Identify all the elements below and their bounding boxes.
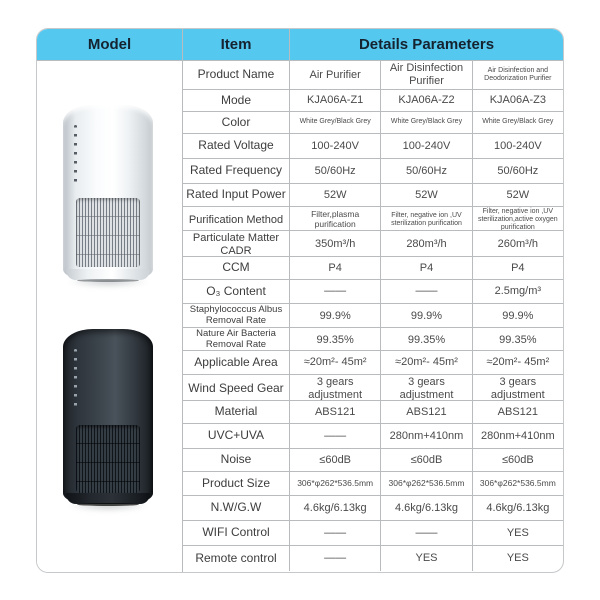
purifier-control-indicators — [74, 349, 77, 411]
value-cell: 4.6kg/6.13kg — [472, 496, 563, 520]
item-cell: WIFI Control — [202, 525, 270, 540]
value-cell: 3 gears adjustment — [380, 375, 471, 402]
spec-rows — [183, 61, 563, 571]
model-column — [37, 29, 183, 572]
value-cell: 50/60Hz — [380, 159, 471, 183]
item-cell: N.W/G.W — [210, 500, 262, 515]
purifier-control-indicators — [74, 125, 77, 187]
white-air-purifier-image — [63, 105, 153, 283]
value-cell: ≤60dB — [472, 449, 563, 471]
value-cell: Air Disinfection and Deodorization Purifier — [472, 61, 563, 89]
details-parameters-header: Details Parameters — [289, 29, 563, 60]
item-cell: Nature Air Bacteria Removal Rate — [196, 328, 276, 350]
spec-row-applicable-area — [183, 350, 563, 374]
value-cell: 306*φ262*536.5mm — [380, 472, 471, 495]
spec-row-o-content — [183, 279, 563, 303]
spec-row-n-w-g-w — [183, 495, 563, 520]
value-cell: YES — [472, 546, 563, 571]
spec-table — [36, 28, 564, 573]
value-cell: 52W — [380, 184, 471, 206]
item-cell: Product Name — [197, 67, 275, 82]
value-cell: KJA06A-Z2 — [380, 90, 471, 111]
value-cell: YES — [472, 521, 563, 545]
item-cell: Staphylococcus Albus Removal Rate — [189, 304, 283, 326]
item-cell: Rated Input Power — [186, 187, 286, 202]
value-cell: 50/60Hz — [472, 159, 563, 183]
value-cell: 99.9% — [289, 304, 380, 328]
value-cell: 306*φ262*536.5mm — [472, 472, 563, 495]
value-cell: Filter,plasma purification — [289, 207, 380, 233]
value-cell: ≤60dB — [380, 449, 471, 471]
value-cell: 52W — [472, 184, 563, 206]
value-cell: 52W — [289, 184, 380, 206]
spec-row-wifi-control — [183, 520, 563, 545]
value-cell: 280nm+410nm — [380, 424, 471, 448]
value-cell: P4 — [380, 257, 471, 279]
value-cell: 4.6kg/6.13kg — [289, 496, 380, 520]
item-cell: Applicable Area — [194, 354, 278, 369]
value-cell: White Grey/Black Grey — [289, 112, 380, 133]
spec-row-rated-input-power — [183, 183, 563, 206]
value-cell: 3 gears adjustment — [289, 375, 380, 402]
value-cell: —— — [289, 521, 380, 545]
value-cell: 99.35% — [289, 328, 380, 352]
value-cell: ≤60dB — [289, 449, 380, 471]
spec-row-wind-speed-gear — [183, 374, 563, 400]
table-header-row — [183, 29, 563, 61]
value-cell: —— — [380, 521, 471, 545]
item-header: Item — [183, 29, 289, 60]
value-cell: White Grey/Black Grey — [472, 112, 563, 133]
purifier-grille — [76, 198, 140, 267]
value-cell: White Grey/Black Grey — [380, 112, 471, 133]
value-cell: 260m³/h — [472, 231, 563, 258]
value-cell: ABS121 — [380, 401, 471, 423]
item-cell: Noise — [220, 452, 252, 467]
item-cell: Color — [221, 114, 251, 129]
value-cell: ABS121 — [289, 401, 380, 423]
value-cell: ABS121 — [472, 401, 563, 423]
item-cell: O₃ Content — [206, 283, 266, 298]
spec-row-product-size — [183, 471, 563, 495]
value-cell: 99.35% — [380, 328, 471, 352]
value-cell: 100-240V — [472, 134, 563, 158]
spec-row-remote-control — [183, 545, 563, 571]
value-cell: 99.9% — [472, 304, 563, 328]
spec-row-uvc-uva — [183, 423, 563, 448]
spec-row-ccm — [183, 256, 563, 279]
value-cell: YES — [380, 546, 471, 571]
value-cell: 350m³/h — [289, 231, 380, 258]
value-cell: ≈20m²- 45m² — [380, 351, 471, 374]
value-cell: ≈20m²- 45m² — [472, 351, 563, 374]
item-cell: CCM — [222, 260, 250, 275]
spec-row-product-name — [183, 61, 563, 89]
model-header: Model — [37, 29, 182, 61]
value-cell: —— — [380, 280, 471, 303]
spec-row-particulate-matter-cadr — [183, 230, 563, 256]
value-cell: —— — [289, 280, 380, 303]
value-cell: 280nm+410nm — [472, 424, 563, 448]
value-cell: P4 — [472, 257, 563, 279]
spec-row-nature-air-bacteria-removal-rate — [183, 327, 563, 350]
value-cell: Air Disinfection Purifier — [380, 61, 471, 89]
value-cell: Filter, negative ion ,UV sterilization,active oxygen purification — [472, 207, 563, 233]
value-cell: 280m³/h — [380, 231, 471, 258]
value-cell: KJA06A-Z1 — [289, 90, 380, 111]
spec-row-noise — [183, 448, 563, 471]
spec-row-rated-voltage — [183, 133, 563, 158]
value-cell: 99.9% — [380, 304, 471, 328]
value-cell: KJA06A-Z3 — [472, 90, 563, 111]
item-cell: Mode — [220, 92, 252, 107]
item-cell: UVC+UVA — [207, 428, 265, 443]
item-cell: Rated Frequency — [189, 163, 283, 178]
item-cell: Wind Speed Gear — [188, 380, 284, 395]
value-cell: —— — [289, 546, 380, 571]
value-cell: 50/60Hz — [289, 159, 380, 183]
purifier-foot — [77, 279, 139, 282]
value-cell: Air Purifier — [289, 61, 380, 89]
spec-row-mode — [183, 89, 563, 111]
value-cell: Filter, negative ion ,UV sterilization purification — [380, 207, 471, 233]
item-cell: Material — [214, 404, 258, 419]
value-cell: P4 — [289, 257, 380, 279]
item-cell: Rated Voltage — [198, 138, 274, 153]
item-cell: Remote control — [195, 550, 277, 565]
value-cell: 100-240V — [380, 134, 471, 158]
purifier-foot — [77, 503, 139, 506]
model-images — [37, 61, 182, 572]
purifier-grille — [76, 425, 140, 493]
value-cell: —— — [289, 424, 380, 448]
value-cell: 306*φ262*536.5mm — [289, 472, 380, 495]
black-air-purifier-image — [63, 329, 153, 507]
value-cell: 2.5mg/m³ — [472, 280, 563, 303]
value-cell: 99.35% — [472, 328, 563, 352]
value-cell: 100-240V — [289, 134, 380, 158]
spec-row-color — [183, 111, 563, 133]
value-cell: 3 gears adjustment — [472, 375, 563, 402]
spec-row-purification-method — [183, 206, 563, 230]
spec-row-material — [183, 400, 563, 423]
spec-row-rated-frequency — [183, 158, 563, 183]
parameters-section — [183, 29, 563, 572]
item-cell: Purification Method — [188, 213, 284, 226]
item-cell: Product Size — [201, 475, 271, 490]
value-cell: 4.6kg/6.13kg — [380, 496, 471, 520]
spec-row-staphylococcus-albus-removal-rate — [183, 303, 563, 327]
item-cell: Particulate Matter CADR — [192, 232, 280, 257]
value-cell: ≈20m²- 45m² — [289, 351, 380, 374]
